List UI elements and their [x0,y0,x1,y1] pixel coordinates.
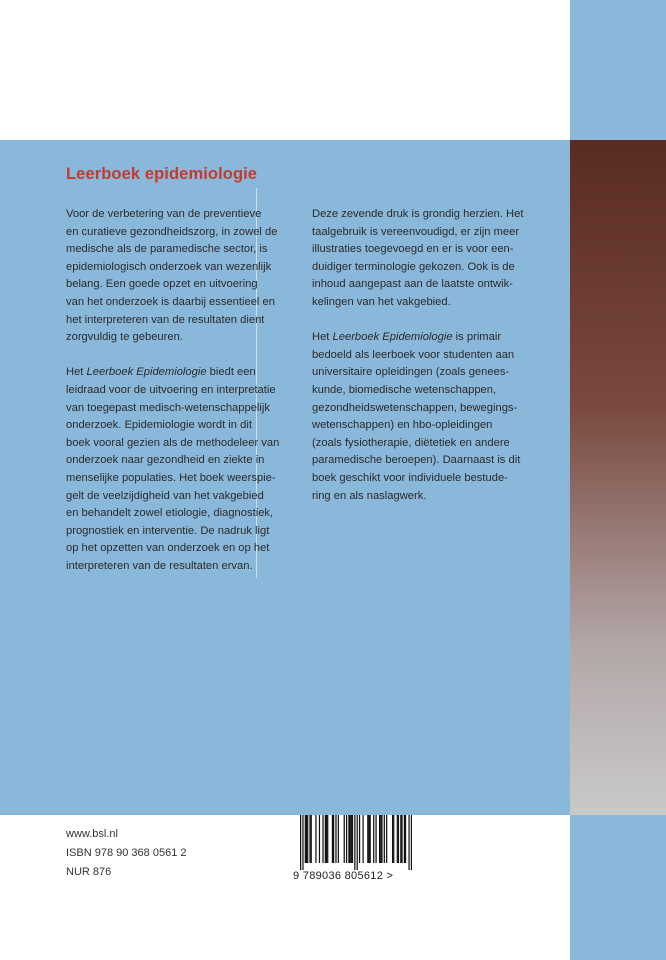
text-fragment: biedt een [206,366,256,379]
paragraph-scope [66,364,298,575]
text-line: prognostiek en interventie. De nadruk ligt [66,524,270,537]
text-line: illustraties toegevoegd en er is voor een- [312,243,514,256]
description-left-column [66,206,298,593]
barcode-bar [368,815,369,863]
right-stripe-top [570,0,666,140]
barcode-bar [311,815,312,863]
text-line: taalgebruik is vereenvoudigd, er zijn meer [312,225,520,238]
barcode-bar [300,815,301,870]
paragraph-intro [66,206,298,347]
text-line: medische als de paramedische sector, is [66,243,268,256]
barcode-bar [400,815,401,863]
barcode-digits: 9 789036 805612 > [293,870,394,882]
barcode-bar [319,815,320,863]
barcode-bar [397,815,398,863]
barcode-bar [333,815,334,863]
barcode-bar [346,815,347,863]
text-line: op het opzetten van onderzoek en op het [66,542,270,555]
text-fragment: Het [312,331,333,344]
barcode-bar [367,815,368,863]
barcode-bar [351,815,352,863]
text-fragment: is primair [452,331,502,344]
barcode-bar [384,815,385,863]
description-right-column [312,206,544,523]
text-line [66,364,298,382]
barcode-bar [326,815,327,863]
barcode-bar [338,815,339,863]
book-title: Leerboek epidemiologie [66,165,258,183]
barcode-bar [348,815,349,863]
barcode-bar [327,815,328,863]
right-stripe-bottom [570,815,666,960]
text-line: en behandelt zowel etiologie, diagnostiek, [66,507,274,520]
barcode-bar [306,815,307,863]
text-line: onderzoek. Epidemiologie wordt in dit [66,419,252,432]
barcode-bar [362,815,363,863]
text-line: interpreteren van de resultaten ervan. [66,559,253,572]
text-line: (zoals fysiotherapie, diëtetiek en andere [312,436,510,449]
barcode-bar [307,815,308,863]
barcode-bar [405,815,406,863]
text-line: boek vooral gezien als de methodeleer van [66,436,280,449]
barcode-bar [302,815,303,870]
publisher-info [66,825,186,882]
text-line: boek geschikt voor individuele bestude- [312,471,508,484]
text-fragment: Het [66,366,87,379]
text-line: menselijke populaties. Het boek weerspie- [66,471,276,484]
paragraph-audience [312,329,544,505]
barcode-bar [344,815,345,863]
text-line [312,329,544,347]
text-line: en curatieve gezondheidszorg, in zowel de [66,225,278,238]
text-line: van het onderzoek is daarbij essentieel en [66,295,275,308]
text-line: kelingen van het vakgebied. [312,295,451,308]
publisher-website: www.bsl.nl [66,828,118,840]
text-line: paramedische beroepen). Daarnaast is dit [312,454,521,467]
barcode-bar [381,815,382,863]
barcode-bar [350,815,351,863]
barcode-bar [379,815,380,863]
barcode-bar [386,815,387,863]
text-line: kunde, biomedische wetenschappen, [312,383,497,396]
barcode-bar [359,815,360,863]
barcode-bar [309,815,310,863]
text-line: epidemiologisch onderzoek van wezenlijk [66,260,272,273]
barcode-bar [370,815,371,863]
barcode-bar [357,815,358,870]
barcode-bar [392,815,393,863]
barcode-bar [335,815,336,863]
text-line: universitaire opleidingen (zoals genees- [312,366,510,379]
barcode-bar [393,815,394,863]
text-line: wetenschappen) en hbo-opleidingen [312,419,493,432]
text-line: bedoeld als leerboek voor studenten aan [312,348,515,361]
barcode-bar [411,815,412,870]
barcode-bars [300,815,412,870]
text-line: inhoud aangepast aan de laatste ontwik- [312,278,513,291]
top-margin [0,0,570,140]
text-line: belang. Een goede opzet en uitvoering [66,278,258,291]
barcode-bar [352,815,353,863]
text-line: het interpreteren van de resultaten dient [66,313,265,326]
barcode [293,815,421,895]
barcode-bar [325,815,326,863]
barcode-bar [315,815,316,863]
barcode-bar [322,815,323,863]
text-line: leidraad voor de uitvoering en interpretatie [66,383,276,396]
nur-code: NUR 876 [66,866,112,878]
barcode-bar [401,815,402,863]
barcode-bar [380,815,381,863]
isbn-number: ISBN 978 90 368 0561 2 [66,847,187,859]
text-line: gezondheidswetenschappen, bewegings- [312,401,518,414]
barcode-bar [398,815,399,863]
barcode-bar [332,815,333,863]
book-title-italic: Leerboek Epidemiologie [86,366,207,379]
barcode-bar [373,815,374,863]
text-line: gelt de veelzijdigheid van het vakgebied [66,489,264,502]
text-line: duidiger terminologie gekozen. Ook is de [312,260,515,273]
barcode-bar [375,815,376,863]
barcode-bar [354,815,355,870]
decorative-band [570,140,666,815]
barcode-bar [404,815,405,863]
text-line: ring en als naslagwerk. [312,489,427,502]
barcode-bar [408,815,409,870]
barcode-bar [305,815,306,863]
text-line: zorgvuldig te gebeuren. [66,331,183,344]
text-line: Deze zevende druk is grondig herzien. Het [312,208,524,220]
text-line: van toegepast medisch-wetenschappelijk [66,401,270,414]
book-title-italic: Leerboek Epidemiologie [332,331,453,344]
paragraph-edition [312,206,544,312]
text-line: onderzoek naar gezondheid en ziekte in [66,454,265,467]
text-line: Voor de verbetering van de preventieve [66,208,262,220]
